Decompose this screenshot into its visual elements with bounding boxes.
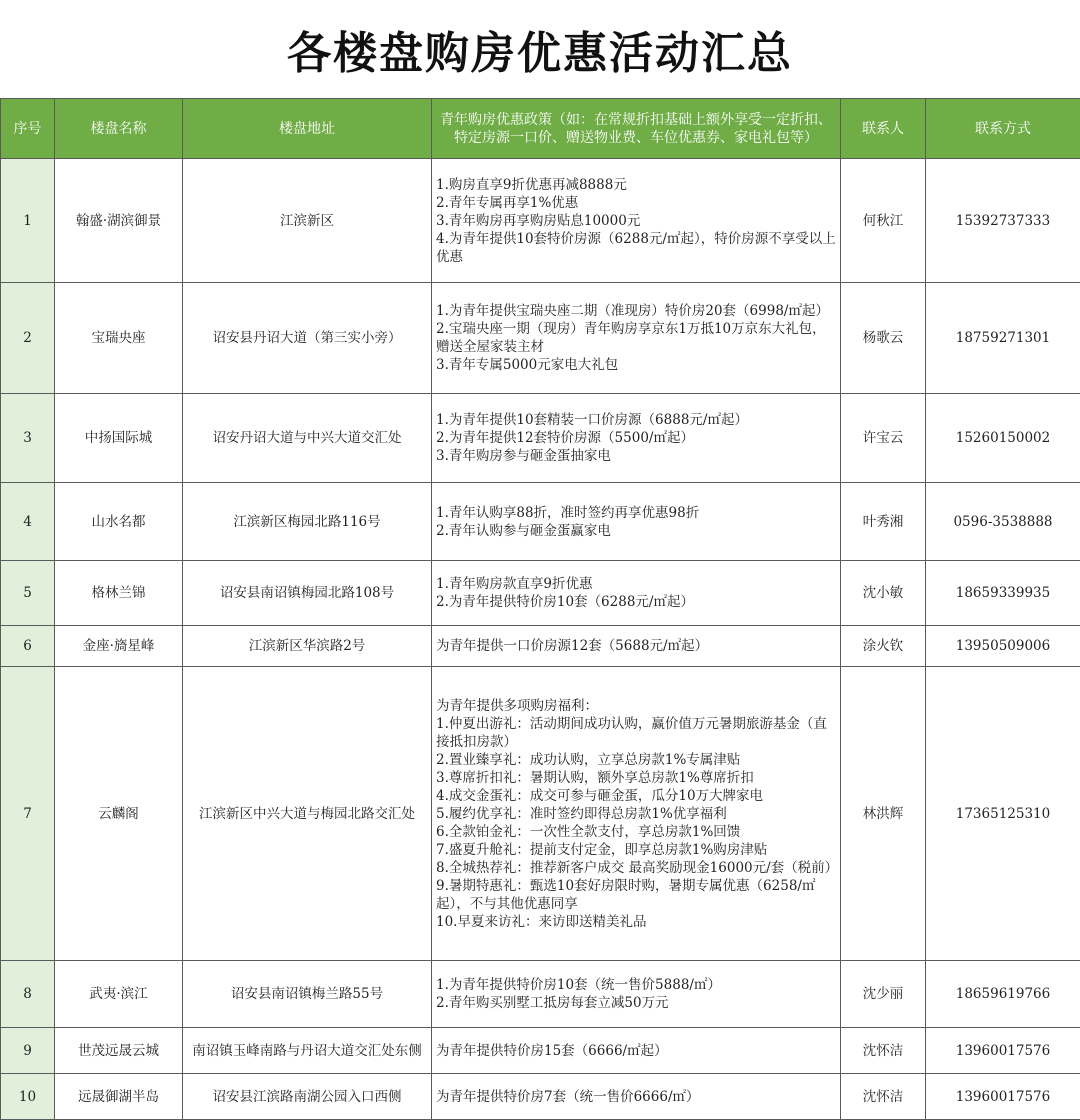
phone-number: 18759271301 xyxy=(926,283,1080,394)
policy-line: 2.青年专属再享1%优惠 xyxy=(436,194,579,211)
row-index: 7 xyxy=(1,667,55,961)
row-index: 10 xyxy=(1,1074,55,1120)
property-name: 武夷·滨江 xyxy=(55,961,183,1028)
row-index: 3 xyxy=(1,394,55,483)
row-index: 5 xyxy=(1,561,55,626)
header-policy xyxy=(432,99,841,159)
policy-cell xyxy=(432,1074,841,1120)
policy-line: 6.全款铂金礼：一次性全款支付，享总房款1%回馈 xyxy=(436,823,741,840)
promotion-table xyxy=(0,98,1080,1120)
policy-line: 2.为青年提供特价房10套（6288元/㎡起） xyxy=(436,594,694,610)
header-contact: 联系人 xyxy=(841,99,926,159)
policy-cell xyxy=(432,561,841,626)
property-address: 诏安县南诏镇梅兰路55号 xyxy=(183,961,432,1028)
policy-line: 10.早夏来访礼：来访即送精美礼品 xyxy=(436,913,647,930)
table-body xyxy=(1,159,1080,1120)
property-name: 山水名都 xyxy=(55,483,183,561)
policy-line: 1.为青年提供特价房10套（统一售价5888/㎡） xyxy=(436,977,721,993)
header-policy-line: 青年购房优惠政策（如：在常规折扣基础上额外享受一定折扣、 xyxy=(440,111,832,128)
row-index: 9 xyxy=(1,1028,55,1074)
property-name: 世茂远晟云城 xyxy=(55,1028,183,1074)
policy-line: 1.青年认购享88折，准时签约再享优惠98折 xyxy=(436,504,700,521)
phone-number: 18659339935 xyxy=(926,561,1080,626)
property-address: 江滨新区中兴大道与梅园北路交汇处 xyxy=(183,667,432,961)
policy-line: 3.青年购房参与砸金蛋抽家电 xyxy=(436,448,611,464)
table-row xyxy=(1,283,1080,394)
policy-line: 1.青年购房款直享9折优惠 xyxy=(436,576,593,592)
policy-cell xyxy=(432,961,841,1028)
header-address: 楼盘地址 xyxy=(183,99,432,159)
policy-line: 7.盛夏升舱礼：提前支付定金，即享总房款1%购房津贴 xyxy=(436,841,768,858)
contact-person: 许宝云 xyxy=(841,394,926,483)
contact-person: 沈怀洁 xyxy=(841,1074,926,1120)
property-name: 翰盛·湖滨御景 xyxy=(55,159,183,283)
table-row xyxy=(1,483,1080,561)
policy-cell xyxy=(432,159,841,283)
policy-line: 5.履约优享礼：准时签约即得总房款1%优享福利 xyxy=(436,805,727,822)
policy-line: 3.青年专属5000元家电大礼包 xyxy=(436,357,619,373)
row-index: 1 xyxy=(1,159,55,283)
phone-number: 0596-3538888 xyxy=(926,483,1080,561)
table-row xyxy=(1,667,1080,961)
policy-line: 2.为青年提供12套特价房源（5500/㎡起） xyxy=(436,430,694,446)
phone-number: 17365125310 xyxy=(926,667,1080,961)
property-name: 远晟御湖半岛 xyxy=(55,1074,183,1120)
property-address: 江滨新区 xyxy=(183,159,432,283)
policy-line: 1.仲夏出游礼：活动期间成功认购，赢价值万元暑期旅游基金（直接抵扣房款） xyxy=(436,715,827,750)
policy-line: 2.宝瑞央座一期（现房）青年购房享京东1万抵10万京东大礼包，赠送全屋家装主材 xyxy=(436,321,826,355)
policy-cell xyxy=(432,1028,841,1074)
contact-person: 何秋江 xyxy=(841,159,926,283)
table-row xyxy=(1,1028,1080,1074)
policy-line: 9.暑期特惠礼：甄选10套好房限时购，暑期专属优惠（6258/㎡起），不与其他优惠同享 xyxy=(436,877,816,912)
policy-cell xyxy=(432,394,841,483)
contact-person: 涂火钦 xyxy=(841,626,926,667)
property-address: 诏安县江滨路南湖公园入口西侧 xyxy=(183,1074,432,1120)
contact-person: 沈少丽 xyxy=(841,961,926,1028)
policy-line: 2.青年认购参与砸金蛋赢家电 xyxy=(436,522,611,539)
header-index: 序号 xyxy=(1,99,55,159)
contact-person: 杨歌云 xyxy=(841,283,926,394)
policy-cell xyxy=(432,283,841,394)
header-phone: 联系方式 xyxy=(926,99,1080,159)
property-name: 宝瑞央座 xyxy=(55,283,183,394)
contact-person: 叶秀湘 xyxy=(841,483,926,561)
property-name: 云麟阁 xyxy=(55,667,183,961)
phone-number: 13960017576 xyxy=(926,1028,1080,1074)
policy-line: 为青年提供多项购房福利： xyxy=(436,697,598,714)
policy-cell xyxy=(432,667,841,961)
property-name: 金座·旖星峰 xyxy=(55,626,183,667)
policy-line: 4.为青年提供10套特价房源（6288元/㎡起），特价房源不享受以上优惠 xyxy=(436,230,836,265)
property-name: 格林兰锦 xyxy=(55,561,183,626)
table-row xyxy=(1,961,1080,1028)
policy-line: 3.青年购房再享购房贴息10000元 xyxy=(436,212,641,229)
property-address: 诏安县丹诏大道（第三实小旁） xyxy=(183,283,432,394)
phone-number: 15392737333 xyxy=(926,159,1080,283)
table-row xyxy=(1,159,1080,283)
property-address: 诏安丹诏大道与中兴大道交汇处 xyxy=(183,394,432,483)
policy-cell xyxy=(432,626,841,667)
phone-number: 18659619766 xyxy=(926,961,1080,1028)
policy-line: 1.购房直享9折优惠再减8888元 xyxy=(436,176,627,193)
phone-number: 15260150002 xyxy=(926,394,1080,483)
policy-line: 为青年提供特价房7套（统一售价6666/㎡） xyxy=(436,1088,700,1105)
table-row xyxy=(1,1074,1080,1120)
row-index: 6 xyxy=(1,626,55,667)
property-address: 江滨新区华滨路2号 xyxy=(183,626,432,667)
contact-person: 沈怀洁 xyxy=(841,1028,926,1074)
policy-line: 8.全城热荐礼：推荐新客户成交 最高奖励现金16000元/套（税前） xyxy=(436,859,839,876)
header-policy-line: 特定房源一口价、赠送物业费、车位优惠券、家电礼包等） xyxy=(454,129,818,146)
policy-cell xyxy=(432,483,841,561)
policy-line: 4.成交金蛋礼：成交可参与砸金蛋，瓜分10万大牌家电 xyxy=(436,787,764,804)
phone-number: 13960017576 xyxy=(926,1074,1080,1120)
property-address: 南诏镇玉峰南路与丹诏大道交汇处东侧 xyxy=(183,1028,432,1074)
property-name: 中扬国际城 xyxy=(55,394,183,483)
policy-line: 2.青年购买别墅工抵房每套立减50万元 xyxy=(436,995,669,1011)
row-index: 8 xyxy=(1,961,55,1028)
policy-line: 2.置业臻享礼：成功认购，立享总房款1%专属津贴 xyxy=(436,751,741,768)
page-title: 各楼盘购房优惠活动汇总 xyxy=(287,28,793,79)
table-header-row xyxy=(1,99,1080,159)
table-row xyxy=(1,626,1080,667)
policy-line: 为青年提供一口价房源12套（5688元/㎡起） xyxy=(436,638,709,654)
header-name: 楼盘名称 xyxy=(55,99,183,159)
policy-line: 1.为青年提供10套精装一口价房源（6888元/㎡起） xyxy=(436,412,748,428)
policy-line: 1.为青年提供宝瑞央座二期（准现房）特价房20套（6998/㎡起） xyxy=(436,303,829,319)
property-address: 诏安县南诏镇梅园北路108号 xyxy=(183,561,432,626)
row-index: 4 xyxy=(1,483,55,561)
table-row xyxy=(1,394,1080,483)
contact-person: 林洪辉 xyxy=(841,667,926,961)
policy-line: 为青年提供特价房15套（6666/㎡起） xyxy=(436,1042,668,1059)
row-index: 2 xyxy=(1,283,55,394)
table-row xyxy=(1,561,1080,626)
property-address: 江滨新区梅园北路116号 xyxy=(183,483,432,561)
contact-person: 沈小敏 xyxy=(841,561,926,626)
phone-number: 13950509006 xyxy=(926,626,1080,667)
policy-line: 3.尊席折扣礼：暑期认购，额外享总房款1%尊席折扣 xyxy=(436,769,754,786)
